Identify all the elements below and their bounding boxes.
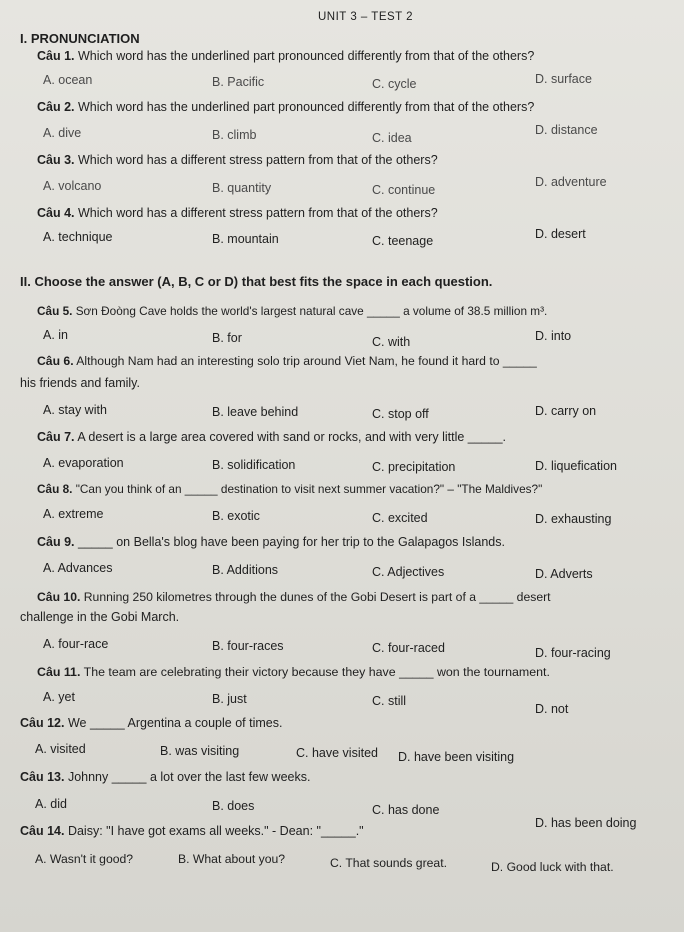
option-c: C. Adjectives [372, 565, 445, 579]
option-a: A. evaporation [43, 456, 124, 470]
question-text: The team are celebrating their victory because they have _____ won the tournament. [83, 665, 550, 679]
option-b: B. solidification [212, 458, 296, 472]
option-c: C. That sounds great. [330, 856, 447, 870]
question-label: Câu 11. [37, 665, 81, 679]
option-d: D. four-racing [535, 646, 611, 660]
option-b: B. was visiting [160, 744, 240, 758]
option-c: C. excited [372, 511, 428, 525]
question-text-continued: challenge in the Gobi March. [20, 610, 180, 624]
question-stem [37, 589, 551, 605]
question-label: Câu 10. [37, 590, 81, 604]
question-label: Câu 8. [37, 482, 73, 496]
question-text: Which word has a different stress pattern from that of the others? [78, 206, 438, 220]
question-text: Running 250 kilometres through the dunes of the Gobi Desert is part of a _____ desert [83, 590, 551, 604]
question-text: Which word has the underlined part pronounced differently from that of the others? [78, 100, 535, 114]
option-d: D. distance [535, 123, 598, 137]
question-text: Daisy: "I have got exams all weeks." - Dean: "_____." [67, 824, 364, 838]
option-c: C. teenage [372, 234, 434, 248]
option-a: A. dive [43, 126, 82, 140]
option-c: C. with [372, 335, 411, 349]
question-stem [37, 99, 534, 115]
question-label: Câu 1. [37, 49, 75, 63]
option-a: A. did [35, 797, 67, 811]
question-text: Which word has a different stress pattern from that of the others? [78, 153, 438, 167]
option-c: C. still [372, 694, 407, 708]
option-a: A. volcano [43, 179, 102, 193]
option-c: C. four-raced [372, 641, 445, 655]
option-b: B. just [212, 692, 247, 706]
option-a: A. Advances [43, 561, 113, 575]
option-b: B. mountain [212, 232, 279, 246]
option-b: B. leave behind [212, 405, 299, 419]
option-b: B. What about you? [178, 852, 286, 866]
option-d: D. have been visiting [398, 750, 515, 764]
question-text: "Can you think of an _____ destination to visit next summer vacation?" – "The Maldives?" [75, 482, 543, 496]
option-d: D. adventure [535, 175, 607, 189]
option-d: D. liquefication [535, 459, 617, 473]
option-b: B. quantity [212, 181, 272, 195]
option-a: A. ocean [43, 73, 93, 87]
option-c: C. precipitation [372, 460, 456, 474]
question-text: We _____ Argentina a couple of times. [67, 716, 283, 730]
option-b: B. climb [212, 128, 257, 142]
question-text: Although Nam had an interesting solo trip around Viet Nam, he found it hard to _____ [76, 354, 537, 368]
question-text: _____ on Bella's blog have been paying for her trip to the Galapagos Islands. [78, 535, 505, 549]
section-heading-multiple-choice: II. Choose the answer (A, B, C or D) that best fits the space in each question. [20, 274, 493, 289]
option-d: D. carry on [535, 404, 597, 418]
question-text-continued: his friends and family. [20, 376, 140, 390]
question-stem [37, 534, 505, 550]
question-label: Câu 9. [37, 535, 75, 549]
option-d: D. has been doing [535, 816, 637, 830]
option-a: A. extreme [43, 507, 104, 521]
question-stem [37, 152, 438, 168]
option-c: C. idea [372, 131, 412, 145]
option-d: D. desert [535, 227, 586, 241]
option-b: B. Pacific [212, 75, 265, 89]
question-stem [20, 715, 282, 731]
question-stem [37, 48, 534, 64]
page-title: UNIT 3 – TEST 2 [318, 11, 414, 23]
question-label: Câu 7. [37, 430, 75, 444]
question-stem [20, 769, 310, 785]
option-c: C. cycle [372, 77, 417, 91]
question-label: Câu 4. [37, 206, 75, 220]
question-stem [37, 353, 537, 369]
option-a: A. visited [35, 742, 86, 756]
question-stem [37, 429, 506, 445]
question-stem [37, 303, 547, 319]
option-c: C. stop off [372, 407, 429, 421]
section-heading-pronunciation: I. PRONUNCIATION [20, 31, 140, 46]
question-text: A desert is a large area covered with sand or rocks, and with very little _____. [77, 430, 507, 444]
question-text: Sơn Đoòng Cave holds the world's largest natural cave _____ a volume of 38.5 million m³. [75, 304, 548, 318]
question-label: Câu 5. [37, 304, 73, 318]
option-b: B. for [212, 331, 242, 345]
option-d: D. Adverts [535, 567, 593, 581]
option-a: A. technique [43, 230, 113, 244]
question-label: Câu 14. [20, 824, 65, 838]
question-text: Which word has the underlined part pronounced differently from that of the others? [78, 49, 535, 63]
option-a: A. in [43, 328, 69, 342]
option-d: D. not [535, 702, 569, 716]
option-b: B. does [212, 799, 255, 813]
option-c: C. have visited [296, 746, 378, 760]
question-label: Câu 3. [37, 153, 75, 167]
option-a: A. Wasn't it good? [35, 852, 134, 866]
option-a: A. yet [43, 690, 75, 704]
question-label: Câu 2. [37, 100, 75, 114]
question-stem [37, 481, 542, 497]
option-b: B. four-races [212, 639, 284, 653]
option-c: C. has done [372, 803, 440, 817]
question-stem [37, 205, 438, 221]
option-a: A. stay with [43, 403, 107, 417]
option-b: B. exotic [212, 509, 260, 523]
question-label: Câu 13. [20, 770, 65, 784]
option-d: D. exhausting [535, 512, 612, 526]
question-label: Câu 12. [20, 716, 65, 730]
question-label: Câu 6. [37, 354, 74, 368]
option-a: A. four-race [43, 637, 109, 651]
option-d: D. Good luck with that. [491, 860, 614, 874]
option-b: B. Additions [212, 563, 279, 577]
question-stem [37, 664, 550, 680]
question-text: Johnny _____ a lot over the last few weeks. [67, 770, 311, 784]
option-c: C. continue [372, 183, 436, 197]
question-stem [20, 823, 364, 839]
option-d: D. into [535, 329, 572, 343]
option-d: D. surface [535, 72, 592, 86]
